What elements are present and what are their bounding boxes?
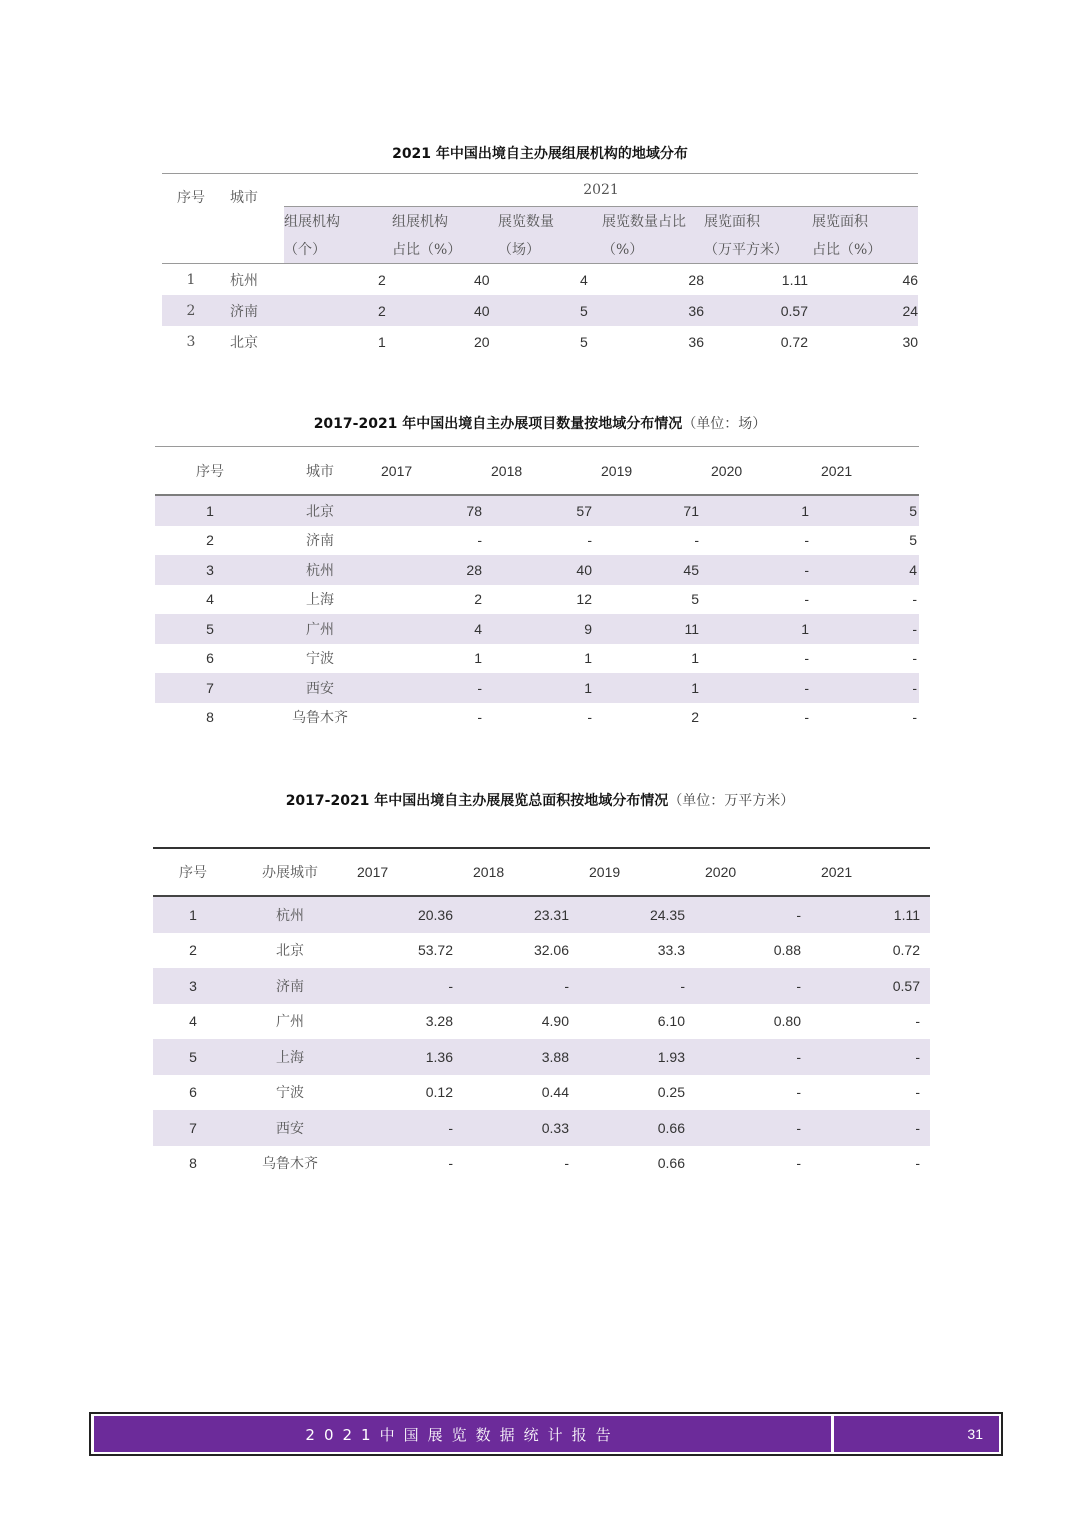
table2 [155,446,919,732]
header-2020: 2020 [695,848,811,896]
cell-seq: 3 [186,333,196,350]
cell-city: 广州 [276,1014,304,1031]
cell-seq: 7 [153,1110,233,1146]
cell-city: 宁波 [276,1085,304,1102]
cell-2017: 4 [375,614,485,644]
cell-2018: 4.90 [541,1013,569,1030]
cell-2020: - [804,591,809,608]
cell-2017: 1.36 [347,1039,463,1075]
cell-2017: 28 [375,555,485,585]
table1-header-row2 [162,235,918,264]
cell-org: 2 [378,271,386,288]
cell-2021: 4 [815,555,919,585]
cell-2019: - [579,968,695,1004]
cell-seq: 4 [206,591,214,608]
cell-city: 杭州 [230,272,258,289]
cell-seq: 5 [155,614,265,644]
cell-2018: - [463,968,579,1004]
cell-2020: 0.88 [773,942,801,959]
table1-header-row1 [162,207,918,236]
cell-2021: - [915,1155,920,1172]
report-title-text: 2021中国展览数据统计报告 [305,1425,620,1444]
cell-2017: - [477,532,482,549]
cell-city: 宁波 [306,651,334,668]
cell-org: 1 [378,333,386,350]
table-row [155,526,919,556]
cell-count-share: 36 [688,333,704,350]
table-row [153,896,930,933]
cell-2017: 78 [375,495,485,526]
header-count-share: 展览数量占比 [598,207,704,236]
footer-report-title [94,1416,831,1452]
header-city: 办展城市 [233,848,347,896]
header-year: 2021 [284,174,918,207]
cell-2021: - [815,673,919,703]
cell-2021: - [912,650,917,667]
cell-count: 5 [580,333,588,350]
cell-area-share: 30 [902,333,919,350]
header-city: 城市 [265,447,375,496]
header-2021: 2021 [815,447,919,496]
cell-seq: 3 [155,555,265,585]
cell-2021: 5 [815,495,919,526]
header-count-unit: （场） [494,235,598,264]
table1-title: 2021 年中国出境自主办展组展机构的地域分布 [392,146,688,162]
cell-2019: 45 [595,555,705,585]
cell-2017: - [347,968,463,1004]
cell-2017: 1 [474,650,482,667]
cell-2019: 0.66 [579,1110,695,1146]
cell-2018: - [564,1155,569,1172]
cell-2020: - [695,1110,811,1146]
cell-seq: 1 [155,495,265,526]
cell-2020: - [705,673,815,703]
cell-2017: - [448,1155,453,1172]
table-row [162,264,918,296]
header-2021: 2021 [811,848,930,896]
cell-seq: 1 [186,271,196,288]
cell-2019: 24.35 [579,896,695,933]
cell-2017: 20.36 [347,896,463,933]
header-seq: 序号 [153,848,233,896]
table2-header-row [155,447,919,496]
table1-year-row [162,174,918,207]
cell-2020: - [695,968,811,1004]
cell-area: 0.57 [704,295,808,326]
cell-area: 1.11 [781,271,808,288]
cell-2020: - [804,650,809,667]
table-row [153,1039,930,1075]
cell-seq: 8 [189,1155,197,1172]
table-row [153,1004,930,1040]
cell-seq: 6 [206,650,214,667]
cell-2017: - [347,1110,463,1146]
cell-2018: 0.44 [541,1084,569,1101]
cell-2020: - [804,532,809,549]
cell-2019: 2 [691,709,699,726]
table-row [155,673,919,703]
cell-2020: - [796,1084,801,1101]
cell-2020: - [695,896,811,933]
header-count-share-unit: （%） [598,235,704,264]
header-org-unit: （个） [284,235,388,264]
header-area-unit: （万平方米） [704,235,808,264]
table-row [155,703,919,733]
header-seq: 序号 [177,189,205,206]
cell-seq: 2 [162,295,220,326]
cell-2018: - [587,709,592,726]
cell-org-share: 20 [474,333,490,350]
cell-2018: 9 [485,614,595,644]
cell-seq: 7 [155,673,265,703]
cell-seq: 3 [153,968,233,1004]
cell-seq: 8 [206,709,214,726]
table-row [155,585,919,615]
cell-2020: 1 [705,495,815,526]
cell-2019: 0.25 [657,1084,685,1101]
cell-2017: - [477,709,482,726]
cell-2021: - [811,1110,930,1146]
footer-page-number [834,1416,999,1452]
cell-2019: 71 [595,495,705,526]
table-row [153,933,930,969]
table-row [155,644,919,674]
header-org: 组展机构 [284,207,388,236]
cell-city: 西安 [265,673,375,703]
cell-area-share: 46 [902,271,919,288]
cell-2020: - [796,1155,801,1172]
cell-2020: - [695,1039,811,1075]
cell-2018: 57 [485,495,595,526]
cell-2020: - [804,709,809,726]
header-area-share: 展览面积 [808,207,918,236]
header-area-share-unit: 占比（%） [808,235,918,264]
cell-org-share: 40 [474,271,490,288]
cell-2020: 1 [705,614,815,644]
cell-2019: 5 [691,591,699,608]
cell-2019: 6.10 [657,1013,685,1030]
cell-2021: - [915,1084,920,1101]
cell-area-share: 24 [808,295,918,326]
header-seq: 序号 [155,447,265,496]
cell-2019: 1 [691,650,699,667]
cell-2018: 23.31 [463,896,579,933]
page-number-text: 31 [967,1426,983,1442]
table-row [153,968,930,1004]
header-org-share-unit: 占比（%） [388,235,494,264]
cell-seq: 6 [189,1084,197,1101]
table-row [162,295,918,326]
cell-2019: 11 [595,614,705,644]
cell-2021: 0.72 [892,942,920,959]
cell-2018: 12 [576,591,592,608]
cell-2019: 1 [595,673,705,703]
cell-2021: 0.57 [811,968,930,1004]
cell-count: 5 [494,295,598,326]
cell-2021: 1.11 [811,896,930,933]
cell-city: 北京 [265,495,375,526]
cell-city: 济南 [306,533,334,550]
cell-2021: 5 [909,532,917,549]
header-2018: 2018 [463,848,579,896]
table3 [153,847,930,1181]
cell-2018: 32.06 [533,942,569,959]
cell-seq: 1 [153,896,233,933]
cell-city: 济南 [220,295,284,326]
cell-2018: 1 [485,673,595,703]
cell-2021: - [912,709,917,726]
cell-city: 广州 [265,614,375,644]
header-city: 城市 [230,189,258,206]
cell-city: 乌鲁木齐 [292,710,348,727]
cell-2019: 1.93 [579,1039,695,1075]
cell-count: 4 [580,271,588,288]
table-row [155,614,919,644]
cell-2018: 3.88 [463,1039,579,1075]
cell-city: 西安 [233,1110,347,1146]
cell-2017: 53.72 [417,942,453,959]
header-area: 展览面积 [704,207,808,236]
cell-2021: - [915,1013,920,1030]
cell-2018: 0.33 [463,1110,579,1146]
table-row [153,1146,930,1182]
header-2017: 2017 [375,447,485,496]
cell-seq: 2 [206,532,214,549]
cell-org-share: 40 [388,295,494,326]
cell-2021: - [811,1039,930,1075]
cell-city: 乌鲁木齐 [262,1156,318,1173]
cell-2018: 1 [584,650,592,667]
cell-2017: 2 [474,591,482,608]
table2-title: 2017-2021 年中国出境自主办展项目数量按地域分布情况（单位：场） [313,416,767,432]
header-2017: 2017 [347,848,463,896]
cell-2017: - [375,673,485,703]
table-row [153,1075,930,1111]
table1 [162,173,918,357]
cell-seq: 4 [189,1013,197,1030]
cell-city: 上海 [306,592,334,609]
table-row [153,1110,930,1146]
cell-city: 北京 [276,943,304,960]
cell-2020: - [705,555,815,585]
cell-area: 0.72 [780,333,808,350]
cell-city: 杭州 [265,555,375,585]
cell-seq: 2 [189,942,197,959]
cell-2020: 0.80 [773,1013,801,1030]
cell-city: 上海 [233,1039,347,1075]
cell-2017: 0.12 [425,1084,453,1101]
header-2020: 2020 [705,447,815,496]
header-count: 展览数量 [494,207,598,236]
table3-title: 2017-2021 年中国出境自主办展展览总面积按地域分布情况（单位：万平方米） [285,793,795,809]
cell-2021: - [815,614,919,644]
cell-2017: 3.28 [425,1013,453,1030]
header-2018: 2018 [485,447,595,496]
cell-count-share: 28 [688,271,704,288]
cell-2018: 40 [485,555,595,585]
table-row [155,555,919,585]
cell-city: 北京 [230,334,258,351]
cell-city: 济南 [233,968,347,1004]
cell-2019: - [694,532,699,549]
cell-2019: 0.66 [657,1155,685,1172]
cell-count-share: 36 [598,295,704,326]
cell-2021: - [912,591,917,608]
cell-2018: - [587,532,592,549]
cell-seq: 5 [153,1039,233,1075]
header-org-share: 组展机构 [388,207,494,236]
cell-2019: 33.3 [657,942,685,959]
cell-org: 2 [284,295,388,326]
header-2019: 2019 [579,848,695,896]
cell-city: 杭州 [233,896,347,933]
header-2019: 2019 [595,447,705,496]
table-row [155,495,919,526]
table3-header-row [153,848,930,896]
table-row [162,326,918,357]
